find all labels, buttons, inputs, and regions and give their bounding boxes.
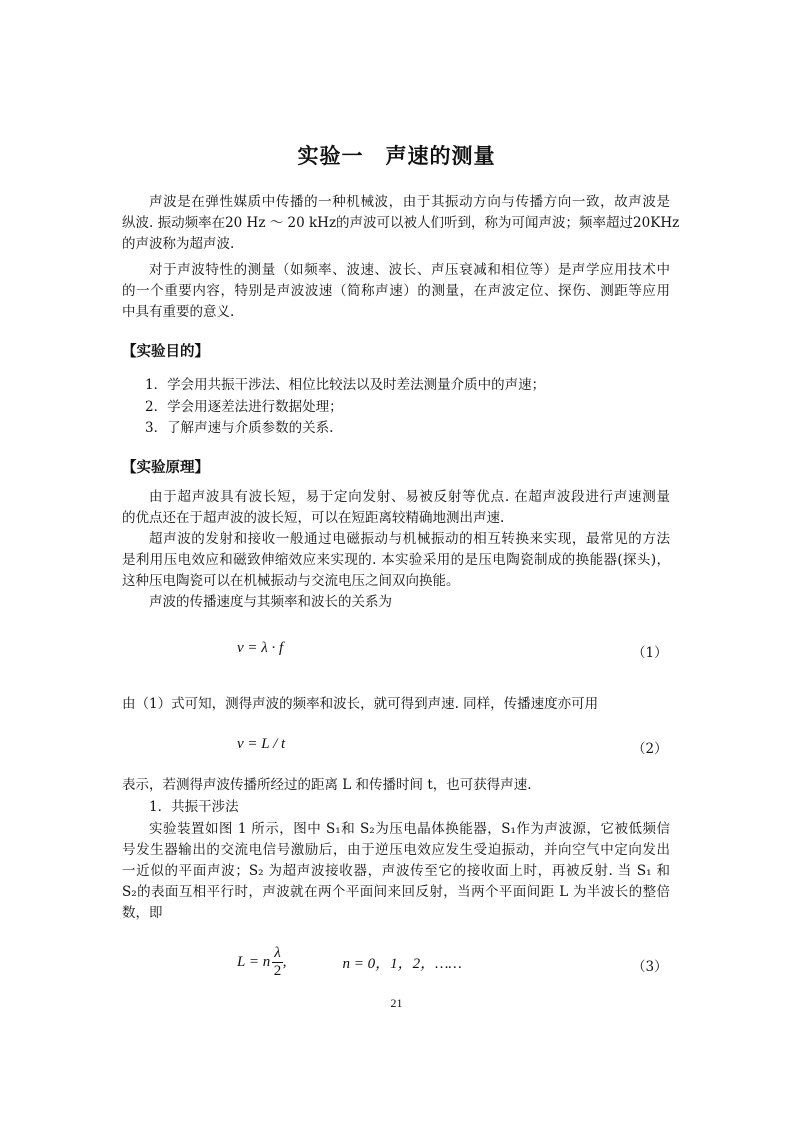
- section-heading-purpose: 【实验目的】: [122, 344, 209, 360]
- principle-text: 超声波的发射和接收一般通过电磁振动与机械振动的相互转换来实现，最常见的方法: [149, 531, 670, 547]
- principle-line: 号发生器输出的交流电信号激励后，由于逆压电效应发生受迫振动，并向空气中定向发出: [122, 842, 670, 858]
- purpose-item: 2．学会用逐差法进行数据处理；: [145, 399, 343, 415]
- equation-1: v = λ · f: [237, 640, 284, 656]
- intro-line: 的一个重要内容，特别是声波波速（简称声速）的测量，在声波定位、探伤、测距等应用: [122, 283, 670, 299]
- equation-2: v = L / t: [237, 736, 286, 752]
- principle-text: 由于超声波具有波长短，易于定向发射、易被反射等优点. 在超声波段进行声速测量: [149, 489, 670, 505]
- equation-3-denominator: 2: [273, 963, 282, 979]
- intro-line: 的声波称为超声波.: [122, 236, 235, 252]
- equation-3-numerator: λ: [274, 945, 281, 961]
- principle-line: 一近似的平面声波；S₂ 为超声波接收器，声波传至它的接收面上时，再被反射. 当 S₁ 和: [122, 863, 670, 879]
- principle-line: 数，即: [122, 905, 163, 921]
- page-title: 实验一 声速的测量: [297, 144, 496, 168]
- principle-line: 由（1）式可知，测得声波的频率和波长，就可得到声速. 同样，传播速度亦可用: [122, 696, 599, 712]
- intro-line: [122, 260, 670, 281]
- equation-3-number: （3）: [632, 959, 668, 975]
- principle-line: 表示，若测得声波传播所经过的距离 L 和传播时间 t，也可获得声速.: [122, 777, 532, 793]
- principle-line: [122, 529, 670, 550]
- principle-line: 是利用压电效应和磁致伸缩效应来实现的. 本实验采用的是压电陶瓷制成的换能器(探头)，: [122, 552, 670, 568]
- principle-line: S₂的表面互相平行时，声波就在两个平面间来回反射，当两个平面间距 L 为半波长的整倍: [122, 884, 670, 900]
- intro-line: [122, 192, 670, 213]
- subheading-resonance: 1．共振干涉法: [149, 799, 239, 815]
- intro-text: 对于声波特性的测量（如频率、波速、波长、声压衰减和相位等）是声学应用技术中: [149, 262, 670, 278]
- equation-1-number: （1）: [632, 645, 668, 661]
- intro-text: 声波是在弹性媒质中传播的一种机械波，由于其振动方向与传播方向一致，故声波是: [149, 194, 670, 210]
- principle-line: 声波的传播速度与其频率和波长的关系为: [149, 594, 392, 610]
- intro-line: 中具有重要的意义.: [122, 304, 235, 320]
- equation-3: [237, 945, 462, 980]
- equation-2-number: （2）: [632, 741, 668, 757]
- purpose-item: 1．学会用共振干涉法、相位比较法以及时差法测量介质中的声速；: [145, 377, 546, 393]
- intro-line: 纵波. 振动频率在20 Hz ～ 20 kHz的声波可以被人们听到，称为可闻声波；频率超过20KHz: [122, 215, 680, 231]
- principle-line: [122, 487, 670, 508]
- principle-line: 这种压电陶瓷可以在机械振动与交流电压之间双向换能。: [122, 573, 460, 589]
- section-heading-principle: 【实验原理】: [122, 460, 209, 476]
- equation-3-fraction: [272, 945, 283, 980]
- page-number: 21: [390, 996, 403, 1010]
- purpose-item: 3．了解声速与介质参数的关系.: [145, 420, 334, 436]
- equation-3-lhs: L = n: [237, 954, 271, 970]
- principle-line: 的优点还在于超声波的波长短，可以在短距离较精确地测出声速.: [122, 510, 505, 526]
- equation-3-condition: n = 0，1，2，……: [342, 956, 462, 972]
- principle-text: 实验装置如图 1 所示，图中 S₁和 S₂为压电晶体换能器，S₁作为声波源，它被低频信: [149, 821, 670, 837]
- principle-line: [122, 819, 670, 840]
- equation-3-comma: ,: [282, 954, 287, 970]
